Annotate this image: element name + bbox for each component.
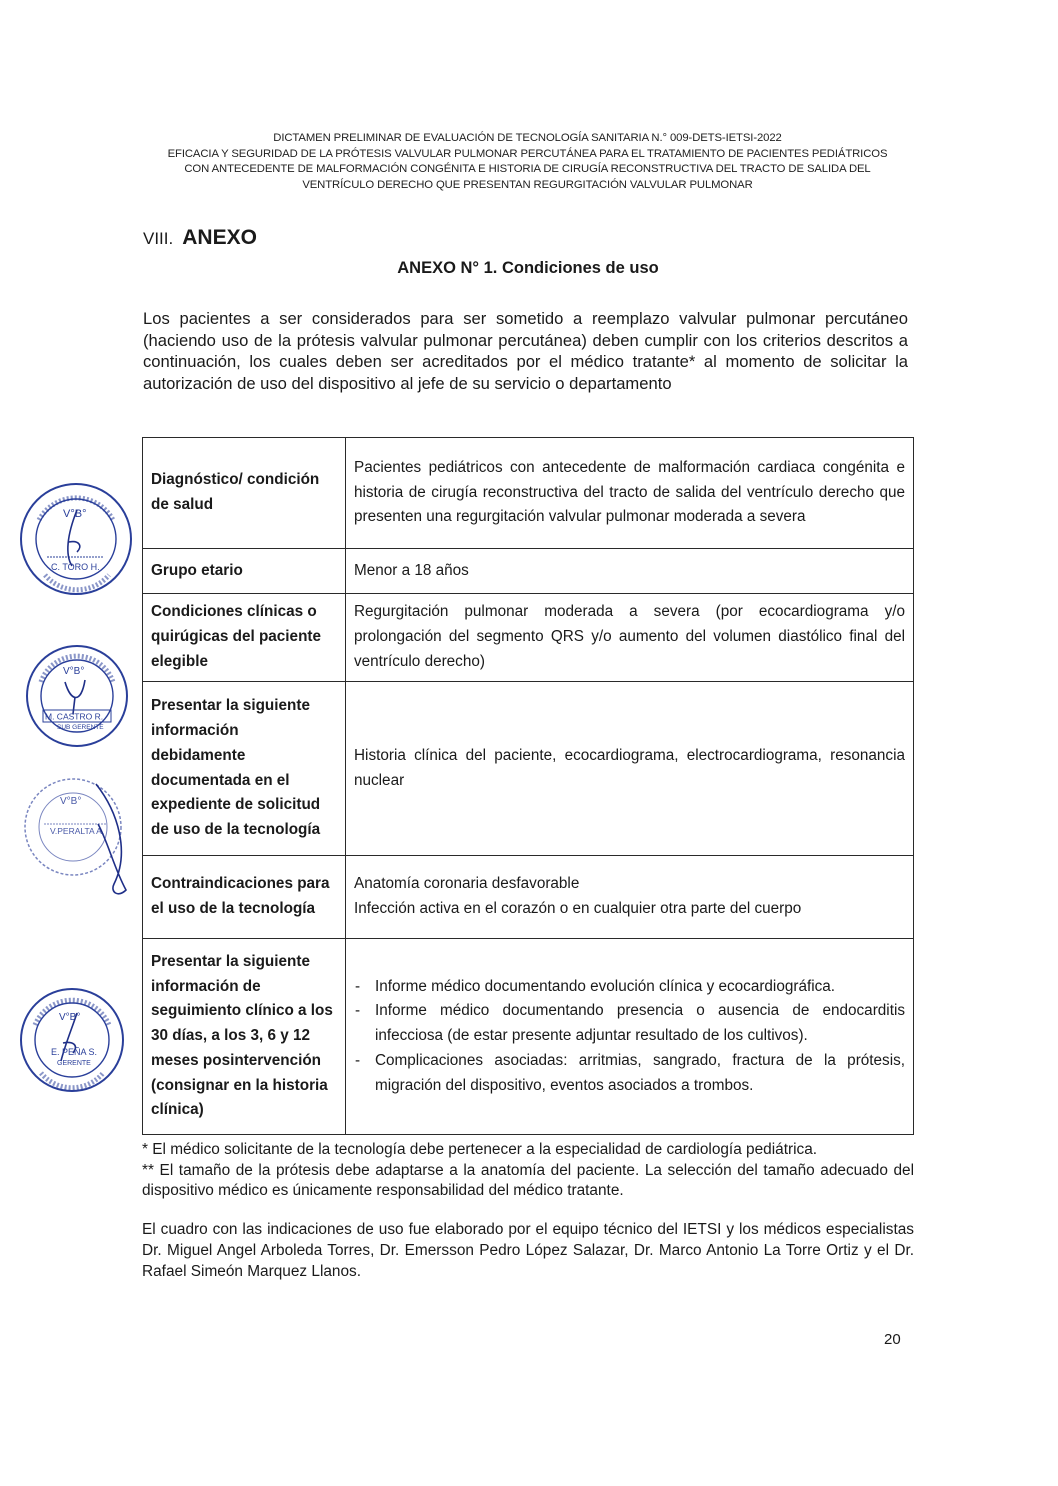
footnote: ** El tamaño de la prótesis debe adaptarse a la anatomía del paciente. La selección del tamaño adecuado del dispositivo médico es únicamente responsabilidad del médico tratante. xyxy=(142,1161,914,1199)
followup-list xyxy=(354,975,905,1099)
list-item: - Informe médico documentando presencia o ausencia de endocarditis infecciosa (de estar presente adjuntar resultado de los cultivos). xyxy=(354,999,905,1049)
svg-text:GERENTE: GERENTE xyxy=(57,1060,91,1067)
header-line: EFICACIA Y SEGURIDAD DE LA PRÓTESIS VALVULAR PULMONAR PERCUTÁNEA PARA EL TRATAMIENTO DE PACIENTES PEDIÁTRICOS xyxy=(167,147,888,160)
stamp-seal-icon xyxy=(17,985,127,1095)
list-item: - Complicaciones asociadas: arritmias, sangrado, fractura de la prótesis, migración del dispositivo, eventos asociados a trombos. xyxy=(354,1049,905,1099)
header-line: DICTAMEN PRELIMINAR DE EVALUACIÓN DE TECNOLOGÍA SANITARIA N.° 009-DETS-IETSI-2022 xyxy=(273,132,782,144)
svg-text:C. TORO H.: C. TORO H. xyxy=(51,562,100,572)
credits-paragraph: El cuadro con las indicaciones de uso fue elaborado por el equipo técnico del IETSI y los médicos especialistas Dr. Miguel Angel Arboleda Torres, Dr. Emersson Pedro López Salazar, Dr. Marco Antonio La Torre Ortiz y el Dr. Rafael Simeón Marquez Llanos. xyxy=(142,1221,914,1280)
annex-title: ANEXO N° 1. Condiciones de uso xyxy=(397,259,659,277)
conditions-table xyxy=(142,437,914,1135)
approval-stamp-pena xyxy=(17,985,127,1095)
header-line: CON ANTECEDENTE DE MALFORMACIÓN CONGÉNITA E HISTORIA DE CIRUGÍA RECONSTRUCTIVA DEL TRACTO DE SALIDA DEL xyxy=(184,163,871,176)
row-label: Diagnóstico/ condición de salud xyxy=(143,438,346,549)
svg-text:V.PERALTA A.: V.PERALTA A. xyxy=(50,826,105,836)
svg-text:V°B°: V°B° xyxy=(59,1012,81,1023)
table-row xyxy=(143,856,914,939)
document-header xyxy=(130,131,925,193)
approval-stamp-toro xyxy=(17,480,135,598)
footnote: * El médico solicitante de la tecnología debe pertenecer a la especialidad de cardiología pediátrica. xyxy=(142,1141,818,1158)
approval-stamp-peralta xyxy=(18,772,136,904)
table-row xyxy=(143,594,914,682)
row-value: Regurgitación pulmonar moderada a severa (por ecocardiograma y/o prolongación del segmento QRS y/o aumento del volumen diastólico final del ventrículo derecho) xyxy=(346,594,914,682)
section-number: VIII. xyxy=(143,229,174,248)
row-label: Presentar la siguiente información de seguimiento clínico a los 30 días, a los 3, 6 y 12 meses posintervención (consignar en la historia clínica) xyxy=(143,939,346,1135)
svg-text:V°B°: V°B° xyxy=(60,796,82,807)
section-title: ANEXO xyxy=(182,226,257,249)
stamp-seal-icon xyxy=(18,772,136,904)
svg-text:E. PEÑA S.: E. PEÑA S. xyxy=(51,1047,98,1057)
row-label: Grupo etario xyxy=(143,549,346,594)
svg-text:V°B°: V°B° xyxy=(63,666,85,677)
table-row xyxy=(143,549,914,594)
page-number: 20 xyxy=(884,1331,901,1348)
table-row xyxy=(143,682,914,856)
header-line: VENTRÍCULO DERECHO QUE PRESENTAN REGURGITACIÓN VALVULAR PULMONAR xyxy=(302,178,753,191)
svg-text:SUB GERENTE: SUB GERENTE xyxy=(57,724,104,731)
list-item: - Informe médico documentando evolución clínica y ecocardiográfica. xyxy=(354,975,905,1000)
row-value: Menor a 18 años xyxy=(346,549,914,594)
row-value: Pacientes pediátricos con antecedente de malformación cardiaca congénita e historia de cirugía reconstructiva del tracto de salida del ventrículo derecho que presenten una regurgitación valvular pulmonar moderada a severa xyxy=(346,438,914,549)
stamp-seal-icon xyxy=(23,642,131,750)
row-label: Presentar la siguiente información debidamente documentada en el expediente de solicitud de uso de la tecnología xyxy=(143,682,346,856)
footnotes xyxy=(142,1140,914,1202)
row-value xyxy=(346,856,914,939)
section-heading xyxy=(143,226,257,250)
contraindication-line: Infección activa en el corazón o en cualquier otra parte del cuerpo xyxy=(354,900,802,917)
row-value: Historia clínica del paciente, ecocardiograma, electrocardiograma, resonancia nuclear xyxy=(346,682,914,856)
table-row xyxy=(143,438,914,549)
stamp-seal-icon xyxy=(17,480,135,598)
intro-paragraph: Los pacientes a ser considerados para ser sometido a reemplazo valvular pulmonar percutáneo (haciendo uso de la prótesis valvular pulmonar percutánea) deben cumplir con los criterios descritos a continuación, los cuales deben ser acreditados por el médico tratante* al momento de solicitar la autorización de uso del dispositivo al jefe de su servicio o departamento xyxy=(143,309,908,393)
contraindication-line: Anatomía coronaria desfavorable xyxy=(354,875,580,893)
row-label: Condiciones clínicas o quirúgicas del paciente elegible xyxy=(143,594,346,682)
row-label: Contraindicaciones para el uso de la tecnología xyxy=(143,856,346,939)
approval-stamp-castro xyxy=(23,642,131,750)
table-row xyxy=(143,939,914,1135)
svg-text:V°B°: V°B° xyxy=(63,508,87,520)
row-value xyxy=(346,939,914,1135)
svg-text:M. CASTRO R.: M. CASTRO R. xyxy=(45,711,104,722)
